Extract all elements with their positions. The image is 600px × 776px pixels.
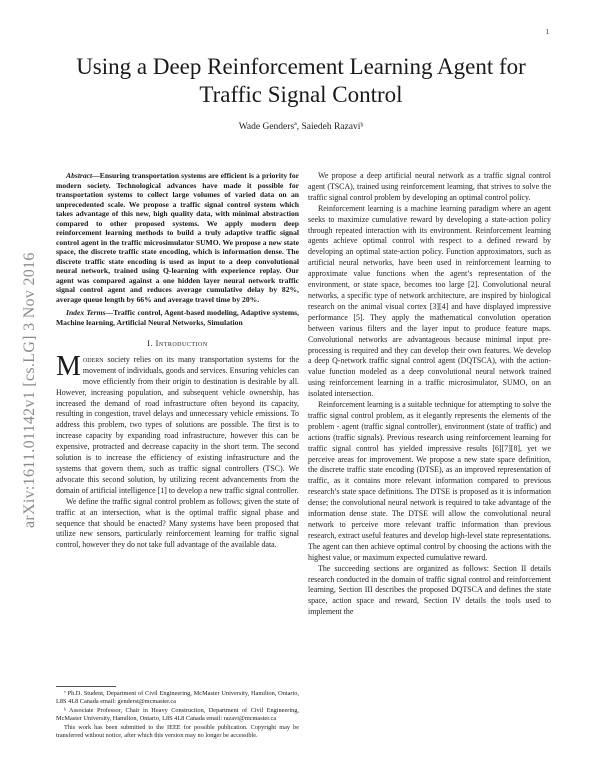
index-terms [56,308,299,327]
paper-authors: Wade Gendersª, Saiedeh Razaviᵇ [238,122,364,132]
right-paragraph: We propose a deep artificial neural network as a traffic signal control agent (TSCA), trained using reinforcement learning, that strives to solve the traffic signal control problem by developing an optimal control policy. [308,171,551,202]
abstract [56,171,299,304]
intro-paragraph-1 [56,350,299,497]
right-column [308,171,551,618]
index-terms-label: Index Terms [66,308,106,317]
intro-first-word: odern [82,354,104,364]
intro-paragraph-2: We define the traffic signal control problem as follows; given the state of traffic at an intersection, what is the optimal traffic signal phase and sequence that should be enacted? Many systems have been proposed that utilize new sensors, particularly reinforcement learning for traffic signal control, however they do not take full advantage of the available data. [56,496,299,550]
footnote-author-1: ª Ph.D. Student, Department of Civil Engineering, McMaster University, Hamilton, Ontario, L8S 4L8 Canada email: genderst@mcmaster.ca [56,690,299,706]
section-heading-introduction: I. Introduction [147,339,208,348]
footnote-rule [56,686,116,687]
right-paragraph: Reinforcement learning is a machine learning paradigm where an agent seeks to maximize cumulative reward by developing a state-action policy through repeated interaction with its environment. Reinforcement learning agents achieve optimal control with respect to a defined reward by developing an optimal state-action policy. Function approximators, such as artificial neural networks, have been used in reinforcement learning to approximate value functions when the agent’s representation of the environment, or state space, becomes too large [2]. Convolutional neural networks, a specific type of network architecture, are inspired by biological research on the animal visual cortex [3][4] and have displayed impressive performance [5]. They apply the mathematical convolution operation between various filters and the layer input to produce feature maps. Convolutional networks are advantageous because minimal input pre-processing is required and they can develop their own features. We develop a deep Q-network traffic signal control agent (DQTSCA), with the action-value function modeled as a deep convolutional neural network trained using reinforcement learning in a traffic microsimulator, SUMO, on an isolated intersection. [308,203,551,399]
left-column [56,171,299,551]
footnote-author-2: ᵇ Associate Professor, Chair in Heavy Construction, Department of Civil Engineering, McMaster University, Hamilton, Ontario, L8S 4L8 Canada email: razavi@mcmaster.ca [56,706,299,723]
footnotes [56,690,299,740]
abstract-text: —Ensuring transportation systems are efficient is a priority for modern society. Technological advances have made it possible for transportation systems to collect large volumes of varied data on an unprecedented scale. We propose a traffic signal control system which takes advantage of this new, high quality data, with minimal abstraction compared to other proposed systems. We apply modern deep reinforcement learning methods to build a truly adaptive traffic signal control agent in the traffic microsimulator SUMO. We propose a new state space, the discrete traffic state encoding, which is information dense. The discrete traffic state encoding is used as input to a deep convolutional neural network, trained using Q-learning with experience replay. Our agent was compared against a one hidden layer neural network traffic signal control agent and reduces average cumulative delay by 82%, average queue length by 66% and average travel time by 20%. [56,171,299,304]
right-paragraph: Reinforcement learning is a suitable technique for attempting to solve the traffic signal control problem, as it elegantly represents the elements of the problem - agent (traffic signal controller), environment (state of traffic) and actions (traffic signals). Previous research using reinforcement learning for traffic signal control has yielded impressive results [6][7][8], yet we perceive areas for improvement. We propose a new state space definition, the discrete traffic state encoding (DTSE), as an improved representation of traffic, as it contains more relevant information compared to previous research’s state space definitions. The DTSE is proposed as it is information dense; the convolutional neural network is required to take advantage of the information dense state. The DTSE will allow the convolutional neural network to perceive more relevant traffic information than previous research, extract useful features and develop high-level state representations. The agent can then achieve optimal control by choosing the actions with the highest value, or maximum expected cumulative reward. [308,400,551,562]
abstract-label: Abstract [66,171,93,180]
footnote-copyright: This work has been submitted to the IEEE for possible publication. Copyright may be transferred without notice, after which this version may no longer be accessible. [56,723,299,740]
drop-cap: M [56,350,81,382]
page-number: 1 [545,28,549,36]
intro-paragraph-1-text: society relies on its many transportation systems for the movement of individuals, goods and services. Ensuring vehicles can move efficiently from their origin to destination is desirable by all. However, increasing population, and subsequent vehicle ownership, has increased the demand of road infrastructure often beyond its capacity, resulting in congestion, travel delays and unnecessary vehicle emissions. To address this problem, two types of solutions are possible. The first is to increase capacity by expanding road infrastructure, however this can be expensive, protracted and decrease capacity in the short term. The second solution is to increase the efficiency of existing infrastructure and the systems that govern them, such as traffic signal controllers (TSC). We advocate this second solution, by utilizing recent advancements from the domain of artificial intelligence [1] to develop a new traffic signal controller. [56,354,299,495]
right-paragraph: The succeeding sections are organized as follows: Section II details research conducted in the domain of traffic signal control and reinforcement learning, Section III describes the proposed DQTSCA and defines the state space, action space and reward, Section IV details the tools used to implement the [308,563,551,617]
paper-title: Using a Deep Reinforcement Learning Agent for Traffic Signal Control [76,54,526,107]
arxiv-stamp-text: arXiv:1611.01142v1 [cs.LG] 3 Nov 2016 [21,252,38,528]
index-terms-text: —Traffic control, Agent-based modeling, Adaptive systems, Machine learning, Artificial Neural Networks, Simulation [56,308,299,327]
arxiv-stamp [19,148,41,528]
